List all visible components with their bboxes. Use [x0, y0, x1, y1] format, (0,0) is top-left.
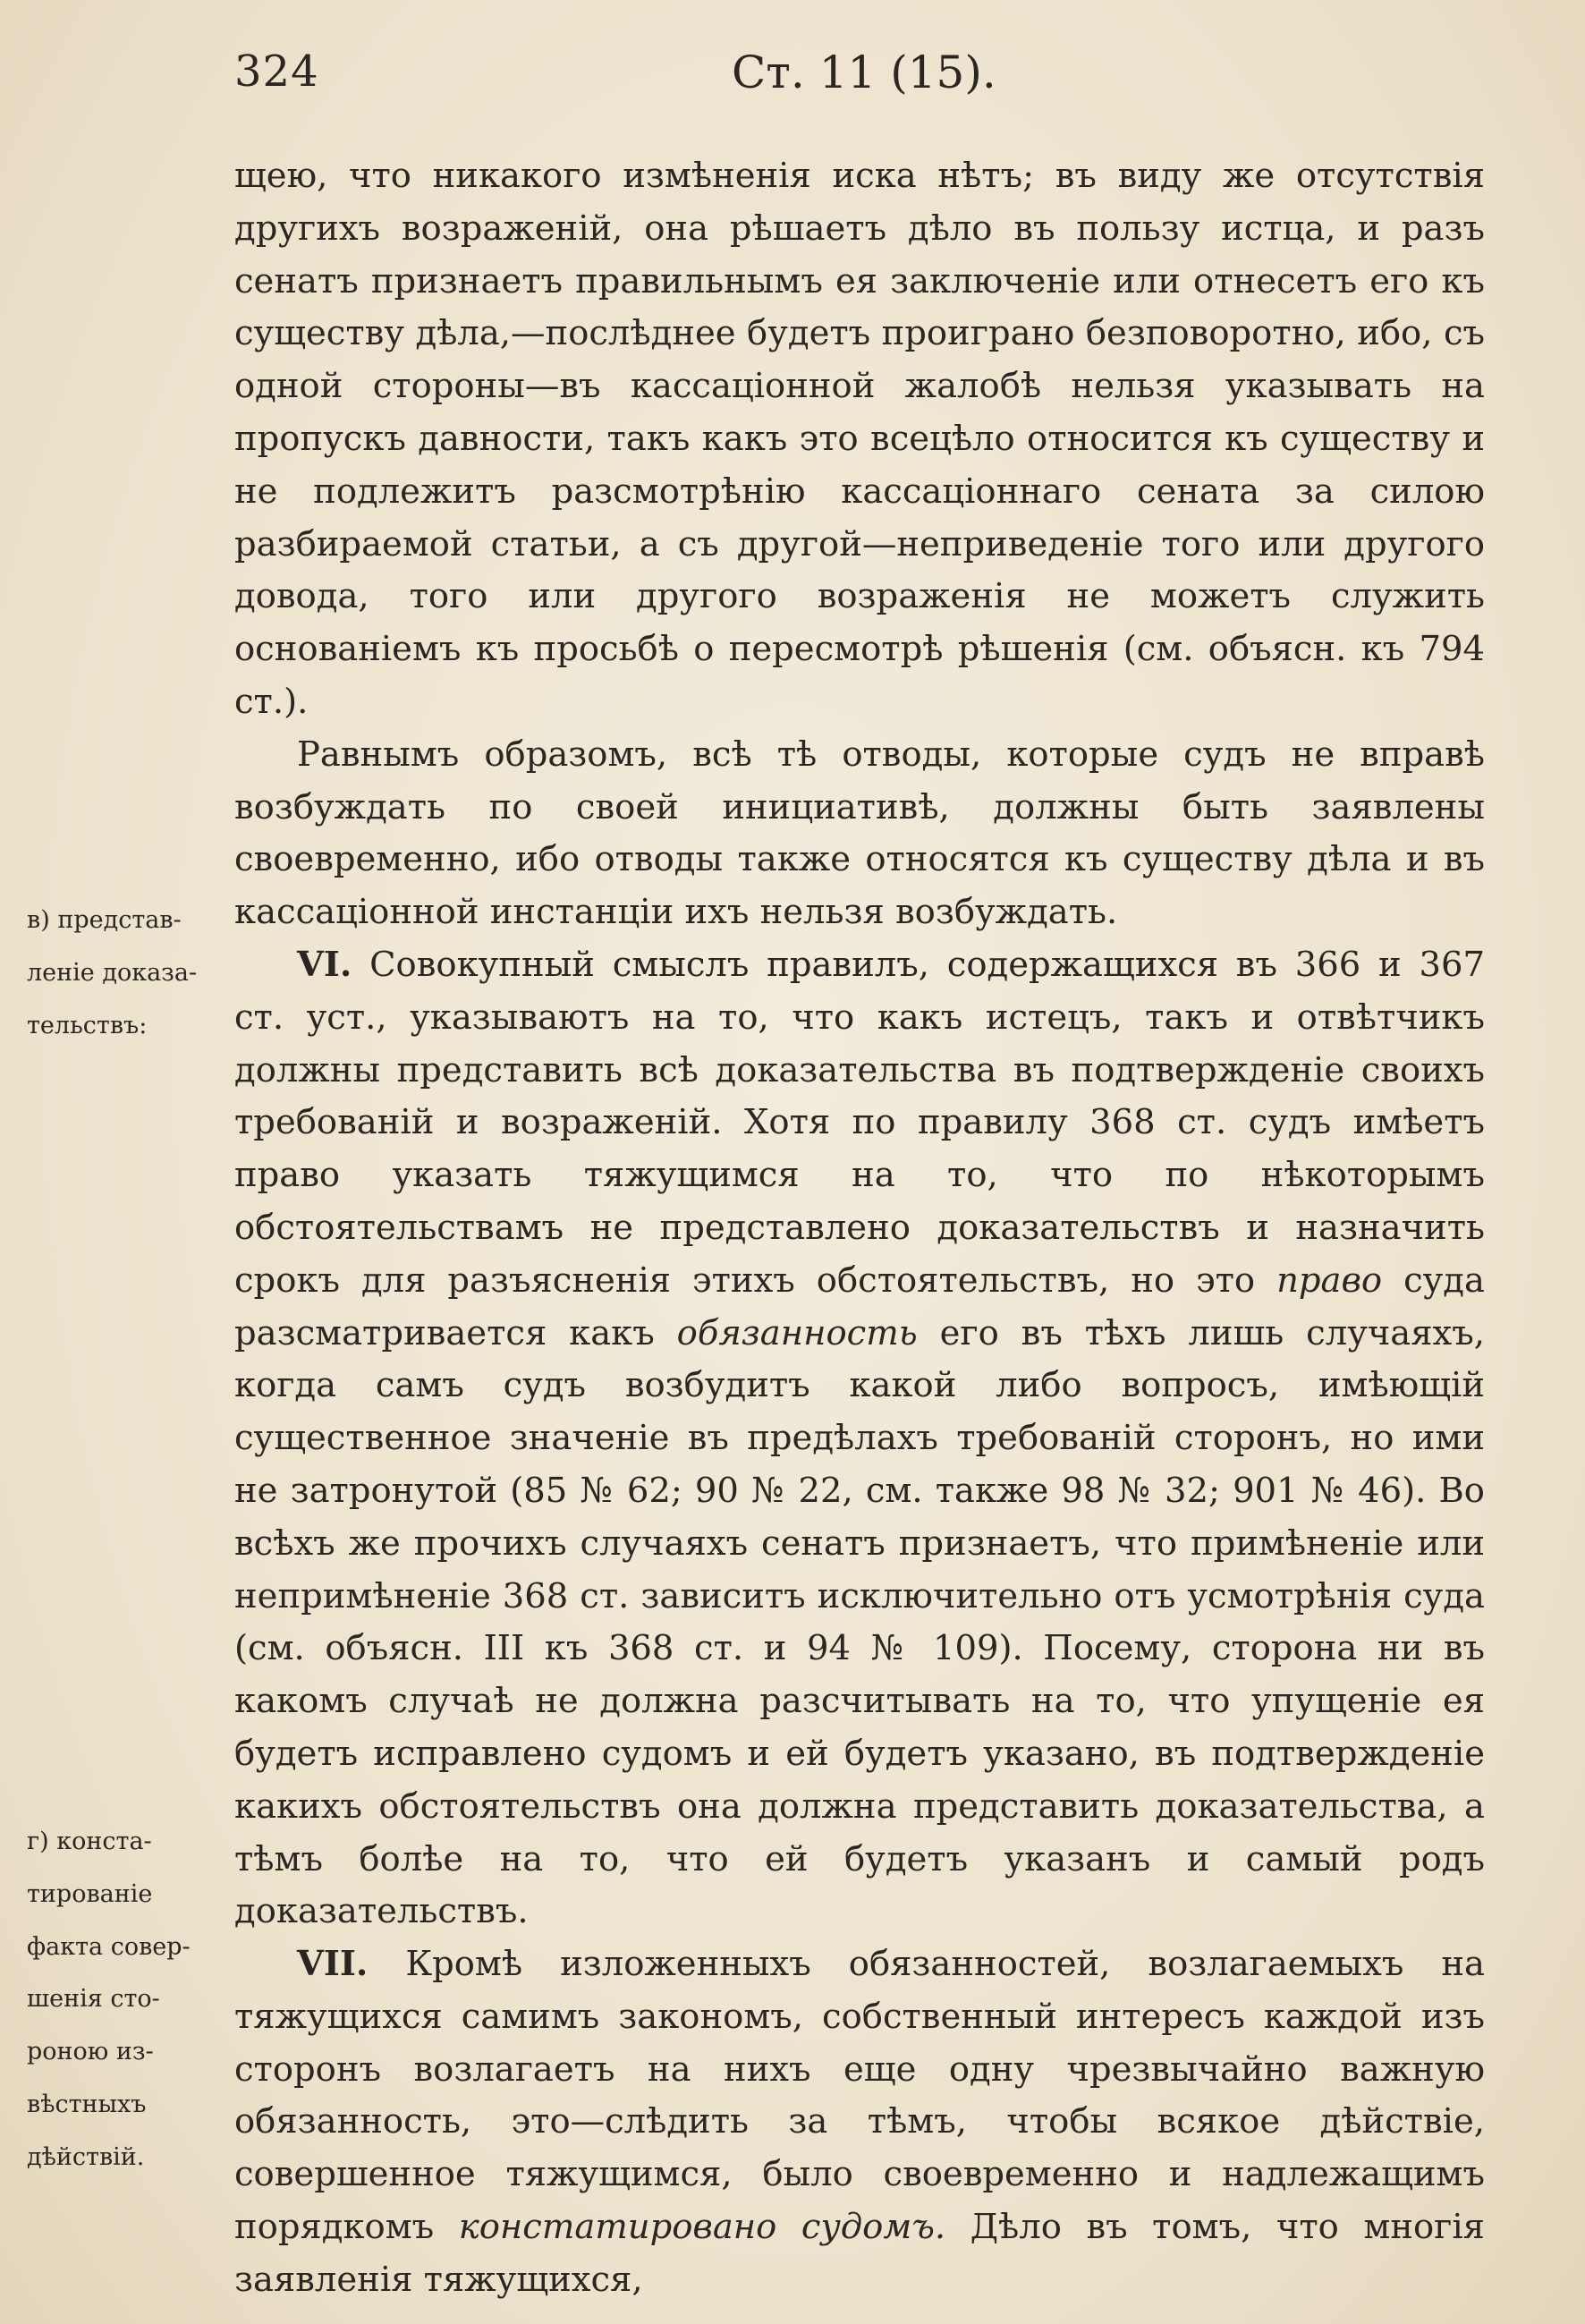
margin-note-line: тельствъ: — [27, 1011, 148, 1039]
emphasis-text: право — [1276, 1260, 1383, 1301]
paragraph-text: его въ тѣхъ лишь случаяхъ, когда самъ судъ возбудитъ какой либо вопросъ, имѣющій существенное значеніе въ предѣлахъ требованій сторонъ, но ими не затронутой (85 № 62; 90 № 22, см. также 98 № 32; 901 № 46). Во всѣхъ же прочихъ случаяхъ сенатъ признаетъ, что примѣненіе или непримѣненіе 368 ст. зависитъ исключительно отъ усмотрѣнія суда (см. объясн. III къ 368 ст. и 94 № 109). Посему, сторона ни въ какомъ случаѣ не должна разсчитывать на то, что упущеніе ея будетъ исправлено судомъ и ей будетъ указано, въ подтвержденіе какихъ обстоятельствъ она должна представить доказательства, а тѣмъ болѣе на то, что ей будетъ указанъ и самый родъ доказательствъ. — [234, 1312, 1485, 1932]
paragraph-text: суда разсматривается какъ — [234, 1260, 1485, 1353]
margin-note-line: в) представ- — [27, 906, 182, 934]
margin-note-line: дѣйствій. — [27, 2142, 145, 2171]
section-number: VII. — [297, 1944, 369, 1985]
page-header — [0, 47, 1585, 109]
paragraph-section-vi — [234, 939, 1485, 1938]
margin-note-line: факта совер- — [27, 1932, 191, 1961]
margin-note-line: шенія сто- — [27, 1985, 160, 2014]
page-number: 324 — [234, 47, 319, 97]
running-head: Ст. 11 (15). — [732, 47, 996, 98]
emphasis-text: констатировано судомъ. — [458, 2207, 946, 2248]
main-text — [234, 150, 1485, 2307]
margin-note-line: г) конста- — [27, 1828, 152, 1855]
paragraph-objections: Равнымъ образомъ, всѣ тѣ отводы, которые судъ не вправѣ возбуждать по своей инициативѣ, должны быть заявлены своевременно, ибо отводы также относятся къ существу дѣла и въ кассаціонной инстанціи ихъ нельзя возбуждать. — [234, 734, 1485, 933]
margin-note-evidence — [27, 895, 225, 1052]
paragraph-text: Совокупный смыслъ правилъ, содержащихся въ 366 и 367 ст. уст., указываютъ на то, что какъ истецъ, такъ и отвѣтчикъ должны представить всѣ доказательства въ подтвержденіе своихъ требованій и возраженій. Хотя по правилу 368 ст. судъ имѣетъ право указать тяжущимся на то, что по нѣкоторымъ обстоятельствамъ не представлено доказательствъ и назначить срокъ для разъясненія этихъ обстоятельствъ, но это — [234, 944, 1485, 1301]
margin-note-line: роною из- — [27, 2038, 154, 2066]
paragraph-continuation: щею, что никакого измѣненія иска нѣтъ; въ виду же отсутствія другихъ возраженій, она рѣшаетъ дѣло въ пользу истца, и разъ сенатъ признаетъ правильнымъ ея заключеніе или отнесетъ его къ существу дѣла,—послѣднее будетъ проиграно безповоротно, ибо, съ одной стороны—въ кассаціонной жалобѣ нельзя указывать на пропускъ давности, такъ какъ это всецѣло относится къ существу и не подлежитъ разсмотрѣнію кассаціоннаго сената за силою разбираемой статьи, а съ другой—неприведеніе того или другого довода, того или другого возраженія не можетъ служить основаніемъ къ просьбѣ о пересмотрѣ рѣшенія (см. объясн. къ 794 ст.). — [234, 156, 1485, 722]
margin-note-line: леніе доказа- — [27, 958, 198, 987]
margin-note-line: тированіе — [27, 1879, 153, 1908]
paragraph-text: Дѣло въ томъ, что многія заявленія тяжущихся, — [234, 2207, 1485, 2300]
margin-note-certification — [27, 1816, 225, 2184]
margin-note-line: вѣстныхъ — [27, 2090, 147, 2118]
paragraph-text: Кромѣ изложенныхъ обязанностей, возлагаемыхъ на тяжущихся самимъ закономъ, собственный интересъ каждой изъ сторонъ возлагаетъ на нихъ еще одну чрезвычайно важную обязанность, это—слѣдить за тѣмъ, чтобы всякое дѣйствіе, совершенное тяжущимся, было своевременно и надлежащимъ порядкомъ — [234, 1944, 1485, 2248]
emphasis-text: обязанность — [676, 1312, 918, 1353]
paragraph-section-vii — [234, 1938, 1485, 2307]
section-number: VI. — [297, 944, 352, 985]
